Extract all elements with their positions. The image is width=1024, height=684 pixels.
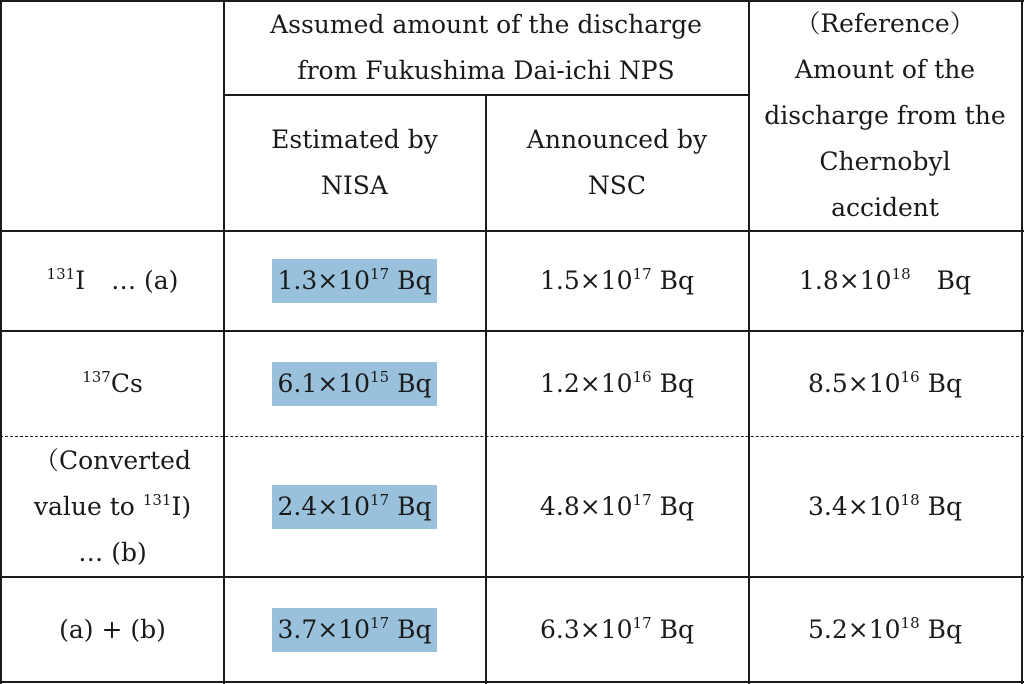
header-reference	[749, 2, 1021, 230]
cell-iodine-nisa	[224, 232, 485, 330]
row-divider-dashed	[0, 436, 1024, 437]
header-nisa-line2: NISA	[321, 171, 388, 200]
cell-cesium-chernobyl: $8.5\times 10^{16}$ Bq	[808, 368, 962, 398]
row-label-converted	[2, 438, 223, 576]
header-reference-line2: Amount of the	[794, 55, 976, 84]
iodine-suffix: … (a)	[111, 266, 179, 295]
cell-iodine-nsc: $1.5\times 10^{17}$ Bq	[540, 265, 694, 295]
iodine-mass-number: 131	[46, 265, 76, 283]
row-label-total: (a) + (b)	[59, 614, 166, 644]
table-border-bottom	[0, 681, 1024, 683]
header-fukushima-line1: Assumed amount of the discharge	[270, 10, 702, 39]
header-nisa-line1: Estimated by	[271, 125, 438, 154]
cell-cesium-nsc: $1.2\times 10^{16}$ Bq	[540, 368, 694, 398]
header-reference-line4: Chernobyl	[819, 147, 951, 176]
cell-iodine-chernobyl: $1.8\times 10^{18}$ Bq	[799, 265, 971, 295]
header-reference-line1: （Reference）	[795, 9, 975, 38]
cell-cesium-nisa	[224, 332, 485, 436]
highlighted-value: $3.7\times 10^{17}$ Bq	[272, 608, 438, 652]
converted-line2: value to $^{131}$I)	[33, 491, 192, 521]
header-nsc-line1: Announced by	[526, 125, 708, 154]
header-fukushima	[224, 2, 748, 94]
header-nsc-line2: NSC	[587, 171, 647, 200]
header-nsc	[486, 96, 748, 230]
cesium-mass-number: 137	[82, 368, 111, 386]
cesium-symbol: Cs	[110, 369, 143, 398]
row-label-cesium	[2, 332, 223, 436]
cell-total-chernobyl: $5.2\times 10^{18}$ Bq	[808, 613, 962, 644]
highlighted-value: $6.1\times 10^{15}$ Bq	[272, 362, 438, 406]
cell-total-nisa	[224, 578, 485, 681]
header-reference-line5: accident	[831, 193, 939, 222]
highlighted-value: $1.3\times 10^{17}$ Bq	[272, 259, 438, 303]
header-fukushima-line2: from Fukushima Dai-ichi NPS	[297, 56, 675, 85]
converted-line3: … (b)	[78, 538, 147, 567]
converted-line1: （Converted	[33, 446, 191, 475]
cell-total-nsc: $6.3\times 10^{17}$ Bq	[540, 613, 694, 644]
row-label-iodine	[2, 232, 223, 330]
header-nisa	[224, 96, 485, 230]
cell-converted-nsc: $4.8\times 10^{17}$ Bq	[540, 491, 694, 521]
header-reference-line3: discharge from the	[764, 101, 1006, 130]
table-border-right	[1021, 0, 1023, 684]
cell-converted-chernobyl: $3.4\times 10^{18}$ Bq	[808, 491, 962, 521]
iodine-symbol: I	[75, 266, 86, 295]
cell-converted-nisa	[224, 438, 485, 576]
highlighted-value: $2.4\times 10^{17}$ Bq	[272, 485, 438, 529]
